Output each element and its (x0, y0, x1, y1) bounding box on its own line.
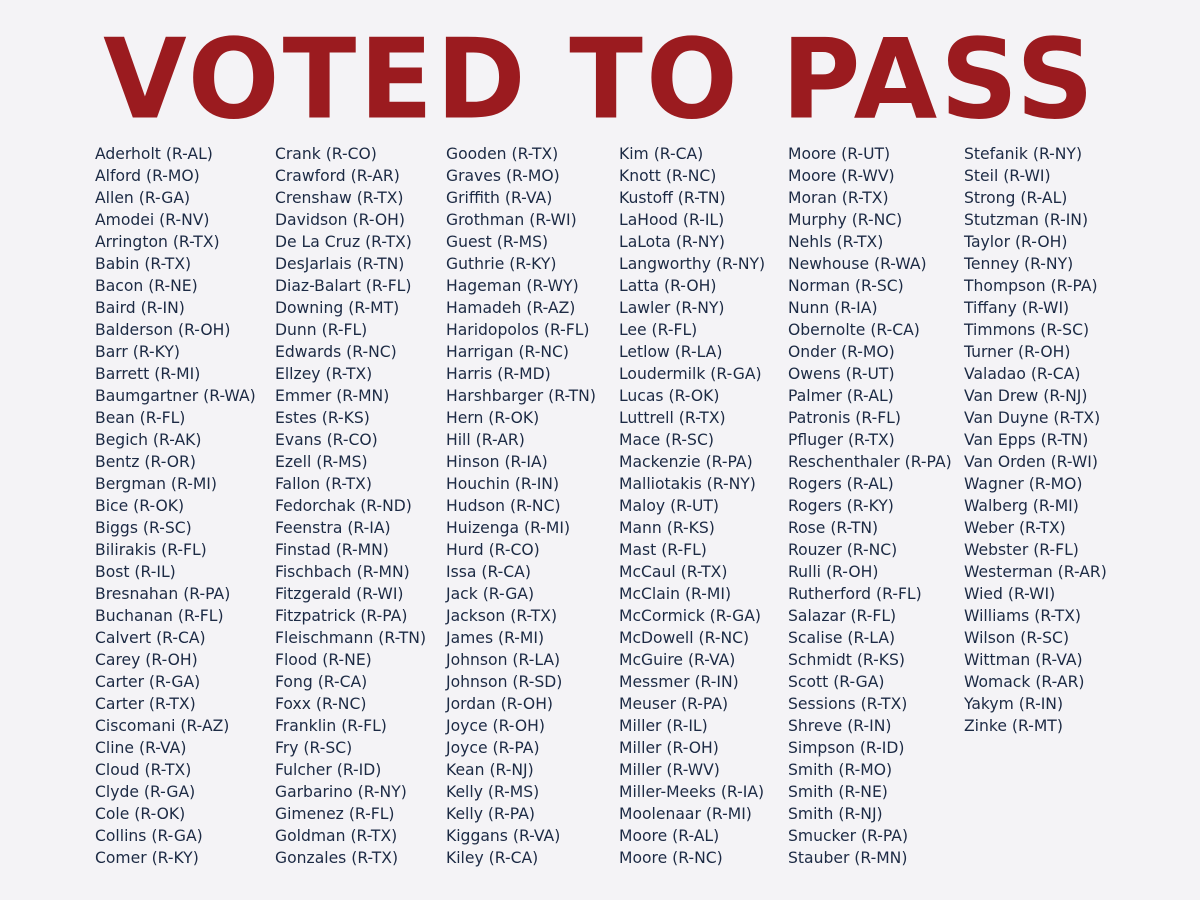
member-name: Dunn (R-FL) (275, 321, 368, 339)
member-name: Feenstra (R-IA) (275, 519, 391, 537)
member-name: Newhouse (R-WA) (788, 255, 927, 273)
member-name: Webster (R-FL) (964, 541, 1079, 559)
member-name: Weber (R-TX) (964, 519, 1066, 537)
member-name: Wied (R-WI) (964, 585, 1056, 603)
member-name: James (R-MI) (446, 629, 545, 647)
member-name: Huizenga (R-MI) (446, 519, 571, 537)
member-name: Thompson (R-PA) (964, 277, 1098, 295)
member-name: Downing (R-MT) (275, 299, 400, 317)
member-name: Gooden (R-TX) (446, 145, 559, 163)
member-name: Cole (R-OK) (95, 805, 186, 823)
member-name: Gimenez (R-FL) (275, 805, 395, 823)
member-name: Carey (R-OH) (95, 651, 198, 669)
member-name: Fallon (R-TX) (275, 475, 372, 493)
member-name: Ciscomani (R-AZ) (95, 717, 230, 735)
member-name: Loudermilk (R-GA) (619, 365, 762, 383)
member-name: Baird (R-IN) (95, 299, 185, 317)
member-name: McGuire (R-VA) (619, 651, 736, 669)
member-name: Comer (R-KY) (95, 849, 199, 867)
member-name: Fitzgerald (R-WI) (275, 585, 404, 603)
member-name: Miller (R-WV) (619, 761, 720, 779)
member-name: Hageman (R-WY) (446, 277, 579, 295)
member-name: Kiggans (R-VA) (446, 827, 561, 845)
member-name: Arrington (R-TX) (95, 233, 220, 251)
member-name: Fry (R-SC) (275, 739, 353, 757)
member-name: Allen (R-GA) (95, 189, 191, 207)
member-name: Rogers (R-AL) (788, 475, 894, 493)
member-name: Walberg (R-MI) (964, 497, 1079, 515)
member-list (0, 143, 1200, 883)
member-name: Hinson (R-IA) (446, 453, 548, 471)
member-name: Griffith (R-VA) (446, 189, 553, 207)
member-name: Aderholt (R-AL) (95, 145, 213, 163)
member-name: Flood (R-NE) (275, 651, 372, 669)
member-name: Kelly (R-MS) (446, 783, 540, 801)
member-name: Barr (R-KY) (95, 343, 180, 361)
member-name: Steil (R-WI) (964, 167, 1051, 185)
member-name: Sessions (R-TX) (788, 695, 908, 713)
member-name: Shreve (R-IN) (788, 717, 892, 735)
member-name: Taylor (R-OH) (964, 233, 1068, 251)
member-name: Issa (R-CA) (446, 563, 531, 581)
member-name: Salazar (R-FL) (788, 607, 897, 625)
member-name: Obernolte (R-CA) (788, 321, 920, 339)
member-name: Onder (R-MO) (788, 343, 895, 361)
member-name: Mackenzie (R-PA) (619, 453, 753, 471)
member-name: Bean (R-FL) (95, 409, 186, 427)
member-name: Langworthy (R-NY) (619, 255, 766, 273)
member-name: Valadao (R-CA) (964, 365, 1081, 383)
member-name: Moolenaar (R-MI) (619, 805, 752, 823)
member-name: Hill (R-AR) (446, 431, 525, 449)
member-column (95, 143, 256, 869)
member-name: Graves (R-MO) (446, 167, 560, 185)
member-name: Nehls (R-TX) (788, 233, 884, 251)
member-name: Begich (R-AK) (95, 431, 202, 449)
member-name: Luttrell (R-TX) (619, 409, 726, 427)
member-name: Guthrie (R-KY) (446, 255, 557, 273)
member-name: Finstad (R-MN) (275, 541, 389, 559)
member-name: Edwards (R-NC) (275, 343, 397, 361)
member-name: Houchin (R-IN) (446, 475, 560, 493)
member-name: Latta (R-OH) (619, 277, 717, 295)
member-name: Goldman (R-TX) (275, 827, 398, 845)
member-name: Collins (R-GA) (95, 827, 203, 845)
member-name: Biggs (R-SC) (95, 519, 192, 537)
member-name: Fong (R-CA) (275, 673, 368, 691)
member-name: Estes (R-KS) (275, 409, 370, 427)
member-name: Stutzman (R-IN) (964, 211, 1089, 229)
member-column (275, 143, 426, 869)
member-name: Lawler (R-NY) (619, 299, 725, 317)
member-name: Harris (R-MD) (446, 365, 551, 383)
member-name: Fedorchak (R-ND) (275, 497, 412, 515)
member-name: Kean (R-NJ) (446, 761, 534, 779)
member-name: Patronis (R-FL) (788, 409, 901, 427)
member-name: Nunn (R-IA) (788, 299, 878, 317)
member-name: Grothman (R-WI) (446, 211, 577, 229)
member-name: Lucas (R-OK) (619, 387, 720, 405)
member-name: Yakym (R-IN) (964, 695, 1064, 713)
member-name: Schmidt (R-KS) (788, 651, 905, 669)
member-name: Van Drew (R-NJ) (964, 387, 1088, 405)
member-name: Moore (R-NC) (619, 849, 723, 867)
member-name: Bice (R-OK) (95, 497, 185, 515)
member-name: Stauber (R-MN) (788, 849, 908, 867)
member-name: Timmons (R-SC) (964, 321, 1090, 339)
member-name: Kelly (R-PA) (446, 805, 535, 823)
member-name: Smith (R-NE) (788, 783, 888, 801)
member-name: Murphy (R-NC) (788, 211, 903, 229)
member-name: Mast (R-FL) (619, 541, 707, 559)
member-name: Baumgartner (R-WA) (95, 387, 256, 405)
member-name: Maloy (R-UT) (619, 497, 720, 515)
member-name: Fulcher (R-ID) (275, 761, 382, 779)
member-name: Malliotakis (R-NY) (619, 475, 756, 493)
member-name: Van Orden (R-WI) (964, 453, 1098, 471)
member-name: Wagner (R-MO) (964, 475, 1083, 493)
member-name: Wilson (R-SC) (964, 629, 1070, 647)
member-column (788, 143, 952, 869)
member-name: Palmer (R-AL) (788, 387, 894, 405)
member-name: Guest (R-MS) (446, 233, 549, 251)
member-name: LaHood (R-IL) (619, 211, 725, 229)
member-name: Davidson (R-OH) (275, 211, 405, 229)
member-column (619, 143, 765, 869)
member-name: Clyde (R-GA) (95, 783, 196, 801)
member-name: Hamadeh (R-AZ) (446, 299, 576, 317)
member-name: Bergman (R-MI) (95, 475, 217, 493)
member-name: Kustoff (R-TN) (619, 189, 726, 207)
member-name: Crawford (R-AR) (275, 167, 400, 185)
member-name: Rose (R-TN) (788, 519, 879, 537)
member-name: Gonzales (R-TX) (275, 849, 399, 867)
member-name: Calvert (R-CA) (95, 629, 206, 647)
member-name: Letlow (R-LA) (619, 343, 723, 361)
member-name: Joyce (R-PA) (446, 739, 540, 757)
member-name: Pfluger (R-TX) (788, 431, 895, 449)
member-name: Jackson (R-TX) (446, 607, 558, 625)
member-name: Carter (R-GA) (95, 673, 201, 691)
member-name: Rutherford (R-FL) (788, 585, 922, 603)
member-name: Moore (R-UT) (788, 145, 891, 163)
member-name: Alford (R-MO) (95, 167, 200, 185)
member-name: Miller-Meeks (R-IA) (619, 783, 765, 801)
member-name: Amodei (R-NV) (95, 211, 210, 229)
member-name: Rouzer (R-NC) (788, 541, 898, 559)
member-name: Barrett (R-MI) (95, 365, 201, 383)
member-name: Moore (R-WV) (788, 167, 895, 185)
member-name: Wittman (R-VA) (964, 651, 1083, 669)
member-name: Miller (R-IL) (619, 717, 708, 735)
member-name: Crank (R-CO) (275, 145, 377, 163)
member-name: Mann (R-KS) (619, 519, 715, 537)
member-name: Diaz-Balart (R-FL) (275, 277, 412, 295)
member-name: Evans (R-CO) (275, 431, 378, 449)
member-name: Hurd (R-CO) (446, 541, 540, 559)
member-name: Moran (R-TX) (788, 189, 889, 207)
member-name: Mace (R-SC) (619, 431, 714, 449)
member-name: Owens (R-UT) (788, 365, 895, 383)
member-name: Ellzey (R-TX) (275, 365, 373, 383)
member-name: Turner (R-OH) (964, 343, 1071, 361)
member-name: Crenshaw (R-TX) (275, 189, 404, 207)
member-name: Balderson (R-OH) (95, 321, 231, 339)
member-name: Miller (R-OH) (619, 739, 719, 757)
member-name: Rulli (R-OH) (788, 563, 879, 581)
member-name: Buchanan (R-FL) (95, 607, 224, 625)
member-name: Johnson (R-SD) (446, 673, 563, 691)
member-name: Emmer (R-MN) (275, 387, 390, 405)
member-name: Strong (R-AL) (964, 189, 1068, 207)
member-name: Haridopolos (R-FL) (446, 321, 590, 339)
member-name: Kiley (R-CA) (446, 849, 539, 867)
member-name: Meuser (R-PA) (619, 695, 729, 713)
member-name: Hern (R-OK) (446, 409, 540, 427)
member-name: Cloud (R-TX) (95, 761, 192, 779)
member-name: De La Cruz (R-TX) (275, 233, 412, 251)
member-name: Garbarino (R-NY) (275, 783, 407, 801)
member-name: Stefanik (R-NY) (964, 145, 1083, 163)
member-name: Fitzpatrick (R-PA) (275, 607, 408, 625)
member-name: Harshbarger (R-TN) (446, 387, 596, 405)
member-name: McClain (R-MI) (619, 585, 732, 603)
member-name: Bresnahan (R-PA) (95, 585, 231, 603)
member-name: McCormick (R-GA) (619, 607, 761, 625)
member-name: Tiffany (R-WI) (964, 299, 1070, 317)
member-name: Moore (R-AL) (619, 827, 720, 845)
member-name: DesJarlais (R-TN) (275, 255, 405, 273)
member-name: Van Epps (R-TN) (964, 431, 1089, 449)
member-name: Scott (R-GA) (788, 673, 885, 691)
member-name: Franklin (R-FL) (275, 717, 387, 735)
member-name: Bacon (R-NE) (95, 277, 198, 295)
member-name: Cline (R-VA) (95, 739, 187, 757)
member-name: Kim (R-CA) (619, 145, 704, 163)
member-name: Reschenthaler (R-PA) (788, 453, 952, 471)
member-name: Simpson (R-ID) (788, 739, 905, 757)
member-column (446, 143, 596, 869)
member-name: Smith (R-MO) (788, 761, 893, 779)
member-name: Smith (R-NJ) (788, 805, 883, 823)
member-name: Foxx (R-NC) (275, 695, 367, 713)
member-name: Norman (R-SC) (788, 277, 904, 295)
member-name: Bentz (R-OR) (95, 453, 196, 471)
member-name: Scalise (R-LA) (788, 629, 896, 647)
member-name: Messmer (R-IN) (619, 673, 739, 691)
member-name: Bilirakis (R-FL) (95, 541, 207, 559)
member-name: Fischbach (R-MN) (275, 563, 410, 581)
member-name: Lee (R-FL) (619, 321, 698, 339)
member-name: Westerman (R-AR) (964, 563, 1107, 581)
member-name: McCaul (R-TX) (619, 563, 728, 581)
member-name: Bost (R-IL) (95, 563, 176, 581)
page-title: VOTED TO PASS (103, 16, 1097, 145)
member-name: Zinke (R-MT) (964, 717, 1063, 735)
member-column (964, 143, 1107, 737)
member-name: McDowell (R-NC) (619, 629, 750, 647)
member-name: Hudson (R-NC) (446, 497, 561, 515)
member-name: Tenney (R-NY) (964, 255, 1074, 273)
member-name: Rogers (R-KY) (788, 497, 894, 515)
member-name: Joyce (R-OH) (446, 717, 545, 735)
member-name: Fleischmann (R-TN) (275, 629, 427, 647)
member-name: Johnson (R-LA) (446, 651, 561, 669)
member-name: LaLota (R-NY) (619, 233, 726, 251)
member-name: Williams (R-TX) (964, 607, 1082, 625)
member-name: Jordan (R-OH) (446, 695, 554, 713)
member-name: Van Duyne (R-TX) (964, 409, 1101, 427)
member-name: Jack (R-GA) (446, 585, 535, 603)
member-name: Carter (R-TX) (95, 695, 196, 713)
member-name: Ezell (R-MS) (275, 453, 368, 471)
member-name: Knott (R-NC) (619, 167, 717, 185)
member-name: Womack (R-AR) (964, 673, 1085, 691)
member-name: Babin (R-TX) (95, 255, 192, 273)
member-name: Harrigan (R-NC) (446, 343, 570, 361)
member-name: Smucker (R-PA) (788, 827, 909, 845)
